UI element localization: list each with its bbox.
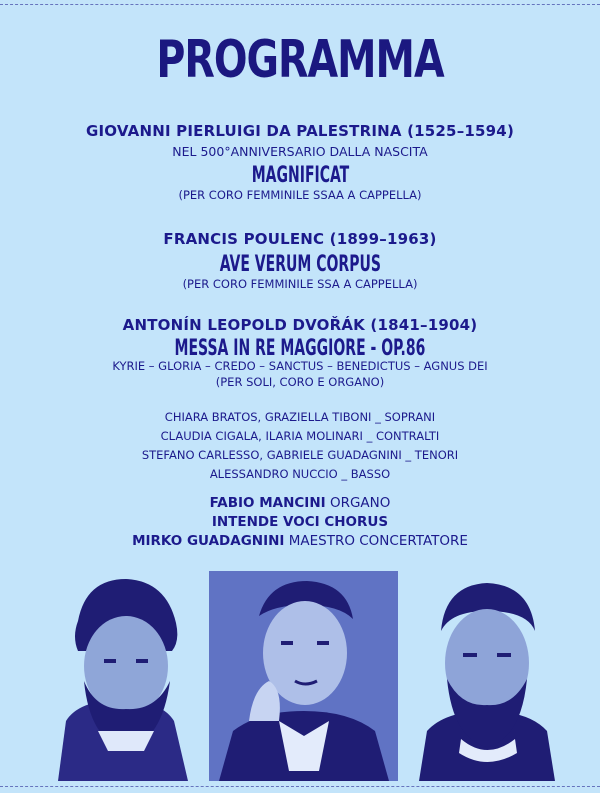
credit-organ [0, 494, 600, 513]
credit-chorus [0, 513, 600, 532]
conductor-name: MIRKO GUADAGNINI [132, 533, 285, 549]
performer-line: CHIARA BRATOS, GRAZIELLA TIBONI _ SOPRANI [164, 410, 436, 424]
section-poulenc [0, 230, 600, 291]
section-dvorak [0, 316, 600, 390]
top-border [0, 4, 600, 5]
work-messa: MESSA IN RE MAGGIORE - OP.86 [174, 335, 426, 361]
section-palestrina [0, 122, 600, 202]
organist-role: ORGANO [329, 495, 391, 511]
portrait-palestrina [405, 571, 569, 781]
credits [0, 494, 600, 551]
movements-list: KYRIE – GLORIA – CREDO – SANCTUS – BENEDICTUS – AGNUS DEI [112, 359, 488, 373]
work-ave-verum: AVE VERUM CORPUS [219, 251, 381, 277]
performer-line: CLAUDIA CIGALA, ILARIA MOLINARI _ CONTRALTI [160, 429, 440, 443]
bottom-border [0, 786, 600, 787]
performer-line: ALESSANDRO NUCCIO _ BASSO [209, 467, 391, 481]
performers-list [0, 408, 600, 484]
note-magnificat: (PER CORO FEMMINILE SSAA A CAPPELLA) [178, 188, 422, 202]
note-ave-verum: (PER CORO FEMMINILE SSA A CAPPELLA) [182, 277, 418, 291]
chorus-name: INTENDE VOCI CHORUS [211, 514, 389, 530]
conductor-role: MAESTRO CONCERTATORE [288, 533, 468, 549]
credit-conductor [0, 532, 600, 551]
note-messa: (PER SOLI, CORO E ORGANO) [215, 375, 385, 389]
anniversary-note: NEL 500°ANNIVERSARIO DALLA NASCITA [172, 144, 428, 159]
page-title: PROGRAMMA [156, 30, 444, 91]
composer-poulenc: FRANCIS POULENC (1899–1963) [163, 230, 437, 248]
organist-name: FABIO MANCINI [209, 495, 326, 511]
performer-line: STEFANO CARLESSO, GABRIELE GUADAGNINI _ TENORI [141, 448, 459, 462]
portrait-poulenc [209, 571, 398, 781]
portrait-dvorak [38, 571, 202, 781]
composer-dvorak: ANTONÍN LEOPOLD DVOŘÁK (1841–1904) [122, 316, 478, 334]
composer-palestrina: GIOVANNI PIERLUIGI DA PALESTRINA (1525–1594) [86, 122, 514, 140]
work-magnificat: MAGNIFICAT [251, 162, 349, 188]
